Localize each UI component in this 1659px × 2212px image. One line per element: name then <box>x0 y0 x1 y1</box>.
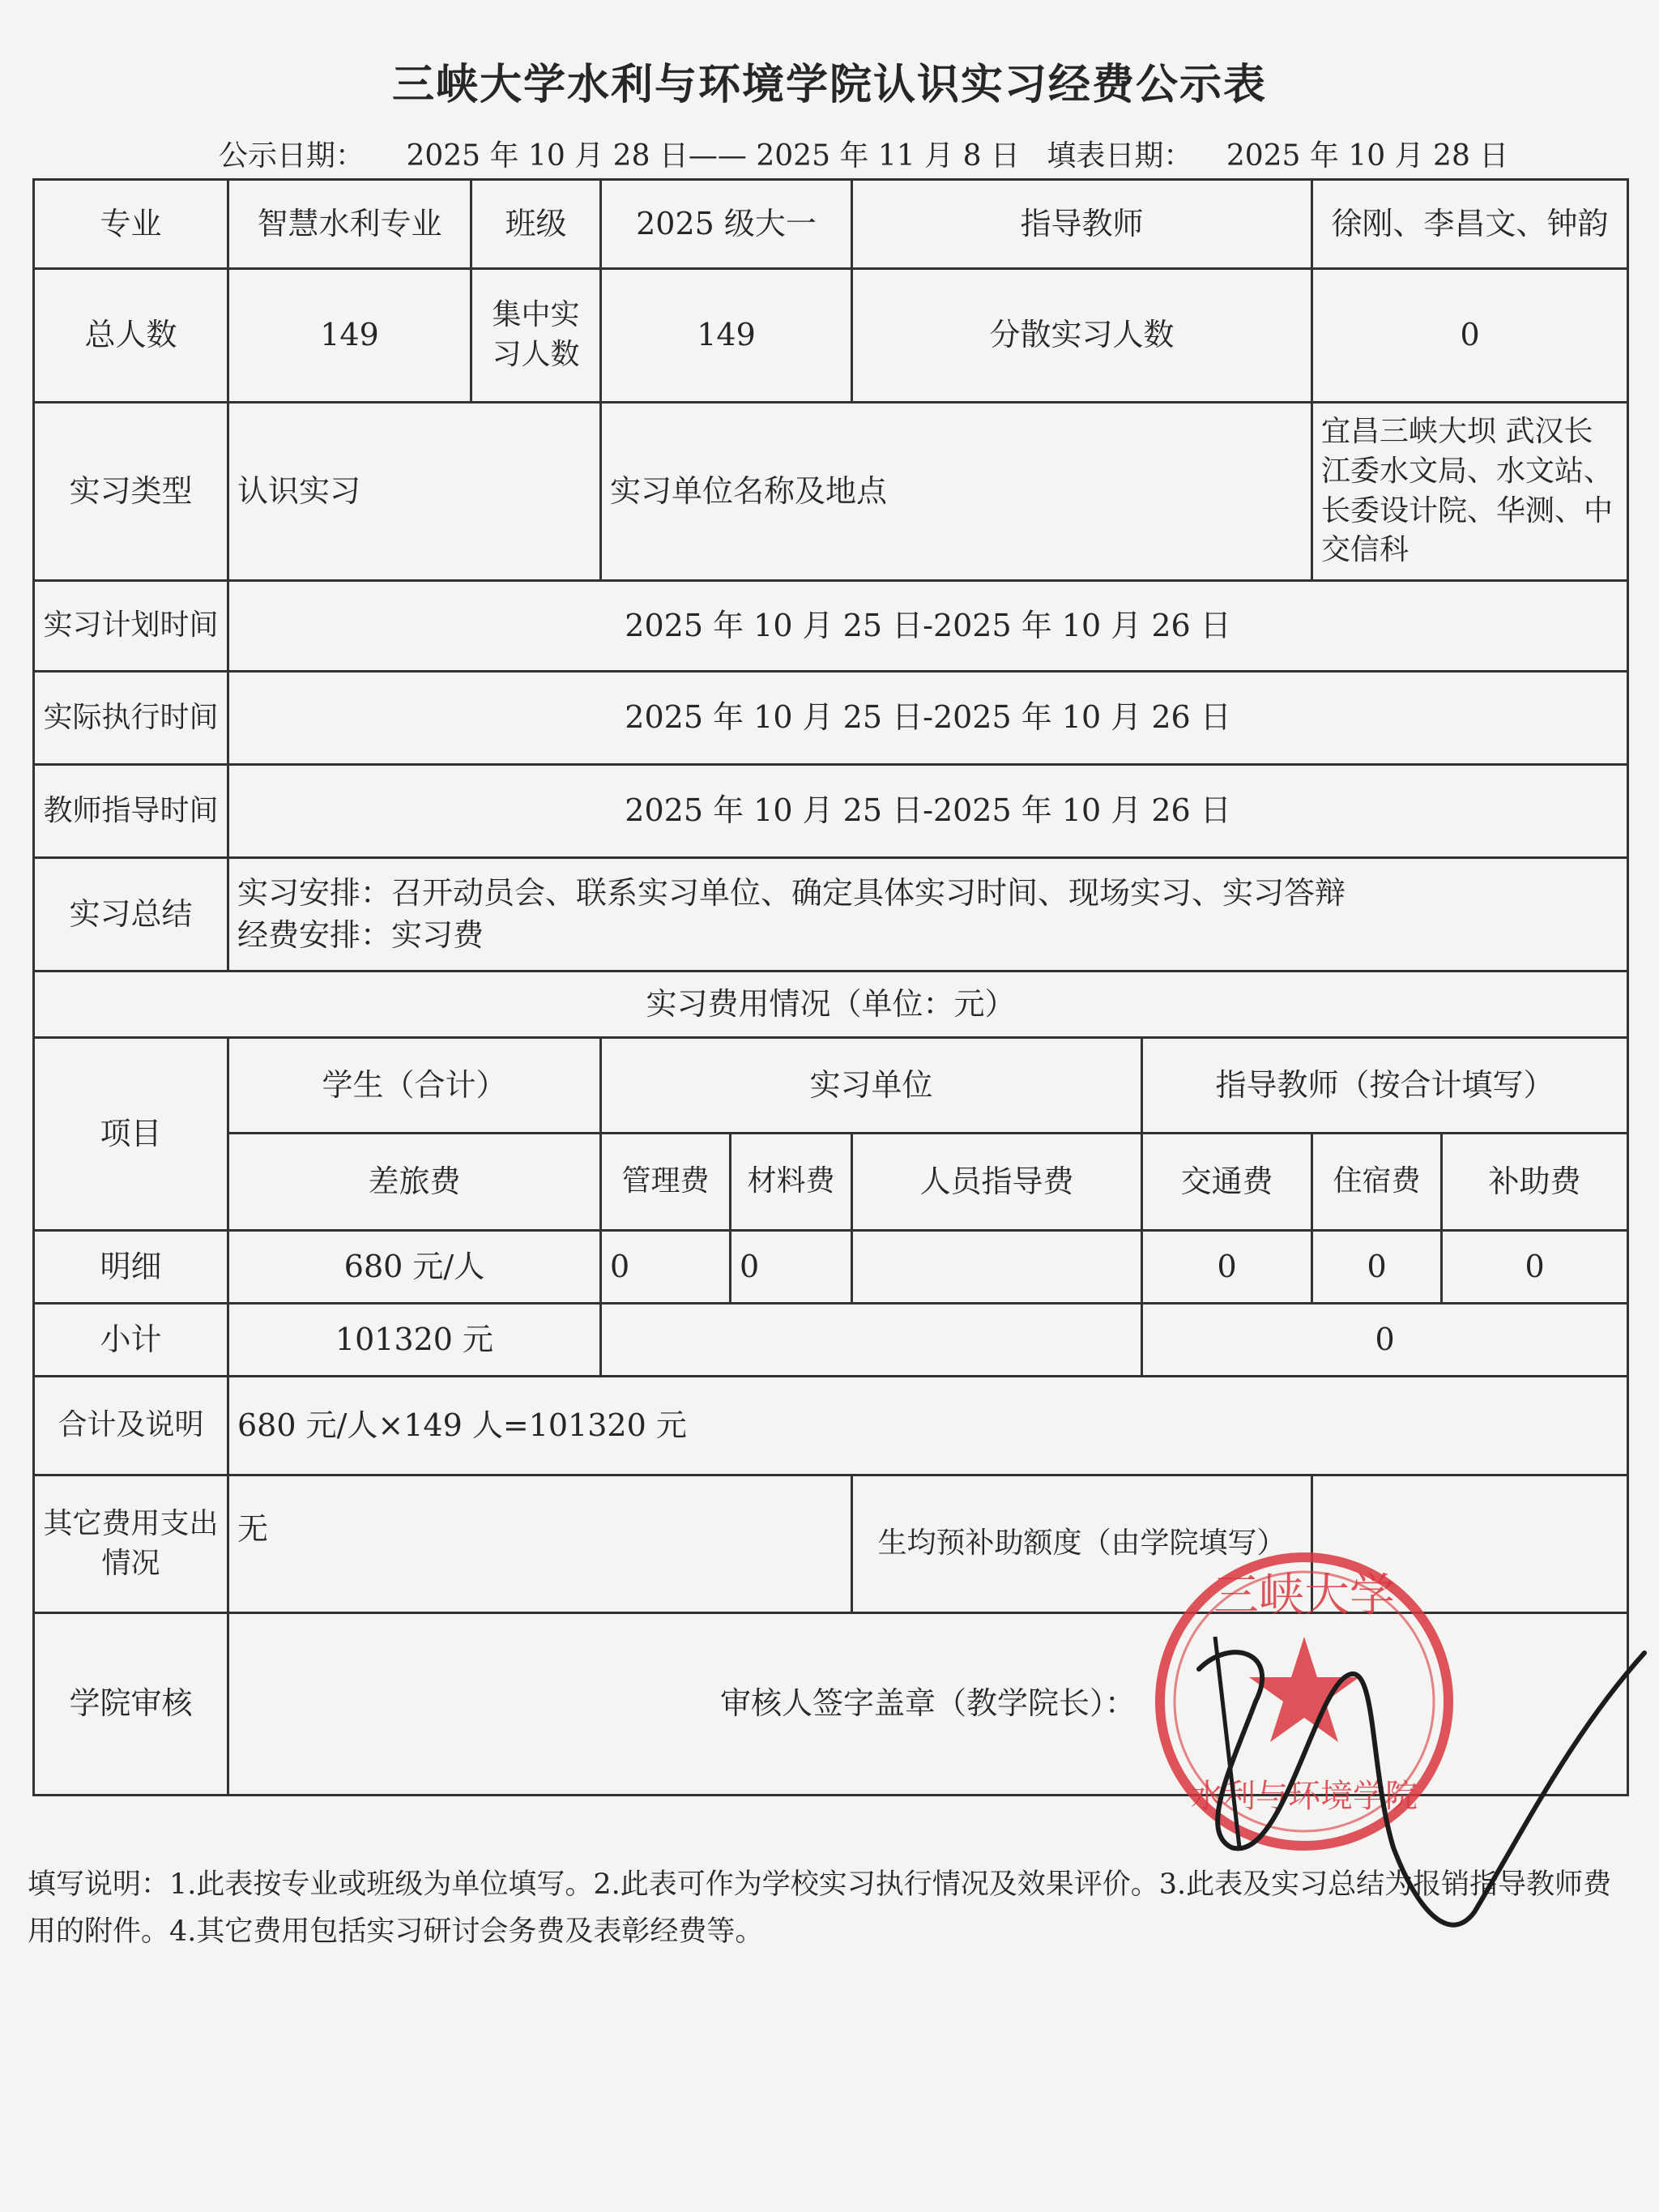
subtotal-teacher-value: 0 <box>1142 1304 1628 1377</box>
practice-unit-label: 实习单位 <box>601 1038 1142 1134</box>
detail-subsidy-value: 0 <box>1442 1231 1628 1304</box>
total-people-value: 149 <box>228 269 471 403</box>
other-expense-value: 无 <box>228 1475 852 1613</box>
material-fee-header: 材料费 <box>731 1134 852 1231</box>
summary-funding: 经费安排：实习费 <box>237 916 484 953</box>
scatter-count-value: 0 <box>1312 269 1628 403</box>
actual-time-label: 实际执行时间 <box>34 672 228 765</box>
total-people-label: 总人数 <box>34 269 228 403</box>
lodging-fee-header: 住宿费 <box>1312 1134 1442 1231</box>
central-count-value: 149 <box>601 269 852 403</box>
student-total-label: 学生（合计） <box>228 1038 601 1134</box>
other-expense-label: 其它费用支出情况 <box>34 1475 228 1613</box>
publish-date-label: 公示日期： <box>219 139 365 173</box>
teacher-label: 指导教师 <box>852 180 1312 269</box>
total-explanation-value: 680 元/人×149 人=101320 元 <box>228 1377 1628 1475</box>
plan-time-value: 2025 年 10 月 25 日-2025 年 10 月 26 日 <box>228 581 1628 672</box>
summary-arrangement: 实习安排：召开动员会、联系实习单位、确定具体实习时间、现场实习、实习答辩 <box>237 875 1346 912</box>
date-line <box>219 133 1508 174</box>
class-label: 班级 <box>471 180 601 269</box>
subsidy-fee-header: 补助费 <box>1442 1134 1628 1231</box>
filling-instructions: 填写说明：1.此表按专业或班级为单位填写。2.此表可作为学校实习执行情况及效果评价。3.此表及实习总结为报销指导教师费用的附件。4.其它费用包括实习研讨会务费及表彰经费等。 <box>28 1868 1612 1948</box>
plan-time-label: 实习计划时间 <box>34 581 228 672</box>
detail-material-value: 0 <box>731 1231 852 1304</box>
detail-lodging-value: 0 <box>1312 1231 1442 1304</box>
guide-time-label: 教师指导时间 <box>34 765 228 858</box>
summary-value <box>228 858 1628 971</box>
fill-date-value: 2025 年 10 月 28 日 <box>1226 139 1509 173</box>
staff-guidance-fee-header: 人员指导费 <box>852 1134 1142 1231</box>
major-value: 智慧水利专业 <box>228 180 471 269</box>
teacher-cost-label: 指导教师（按合计填写） <box>1142 1038 1628 1134</box>
unit-name-label: 实习单位名称及地点 <box>601 403 1312 581</box>
detail-staff-value <box>852 1231 1142 1304</box>
class-value: 2025 级大一 <box>601 180 852 269</box>
summary-label: 实习总结 <box>34 858 228 971</box>
teacher-value: 徐刚、李昌文、钟韵 <box>1312 180 1628 269</box>
total-explanation-label: 合计及说明 <box>34 1377 228 1475</box>
per-student-quota-label: 生均预补助额度（由学院填写） <box>852 1475 1312 1613</box>
subtotal-student-value: 101320 元 <box>228 1304 601 1377</box>
item-label: 项目 <box>34 1038 228 1231</box>
actual-time-value: 2025 年 10 月 25 日-2025 年 10 月 26 日 <box>228 672 1628 765</box>
internship-type-value: 认识实习 <box>228 403 601 581</box>
transport-fee-header: 交通费 <box>1142 1134 1312 1231</box>
svg-text:水利与环境学院: 水利与环境学院 <box>1191 1778 1418 1815</box>
per-student-quota-value <box>1312 1475 1628 1613</box>
central-count-label: 集中实习人数 <box>471 269 601 403</box>
college-review-label: 学院审核 <box>34 1613 228 1796</box>
fill-date-label: 填表日期： <box>1047 139 1193 173</box>
travel-fee-header: 差旅费 <box>228 1134 601 1231</box>
unit-name-value: 宜昌三峡大坝 武汉长江委水文局、水文站、长委设计院、华测、中交信科 <box>1312 403 1628 581</box>
review-signature-area: 审核人签字盖章（教学院长）： <box>228 1613 1628 1796</box>
funding-table <box>32 178 1629 1796</box>
detail-travel-value: 680 元/人 <box>228 1231 601 1304</box>
guide-time-value: 2025 年 10 月 25 日-2025 年 10 月 26 日 <box>228 765 1628 858</box>
subtotal-label: 小计 <box>34 1304 228 1377</box>
internship-type-label: 实习类型 <box>34 403 228 581</box>
svg-text:三峡大学: 三峡大学 <box>1213 1569 1395 1622</box>
page-title: 三峡大学水利与环境学院认识实习经费公示表 <box>391 60 1267 109</box>
subtotal-unit-value <box>601 1304 1142 1377</box>
publish-date-value: 2025 年 10 月 28 日—— 2025 年 11 月 8 日 <box>406 139 1020 173</box>
detail-transport-value: 0 <box>1142 1231 1312 1304</box>
scatter-count-label: 分散实习人数 <box>852 269 1312 403</box>
management-fee-header: 管理费 <box>601 1134 731 1231</box>
detail-label: 明细 <box>34 1231 228 1304</box>
major-label: 专业 <box>34 180 228 269</box>
cost-section-header: 实习费用情况（单位：元） <box>34 971 1628 1038</box>
detail-management-value: 0 <box>601 1231 731 1304</box>
